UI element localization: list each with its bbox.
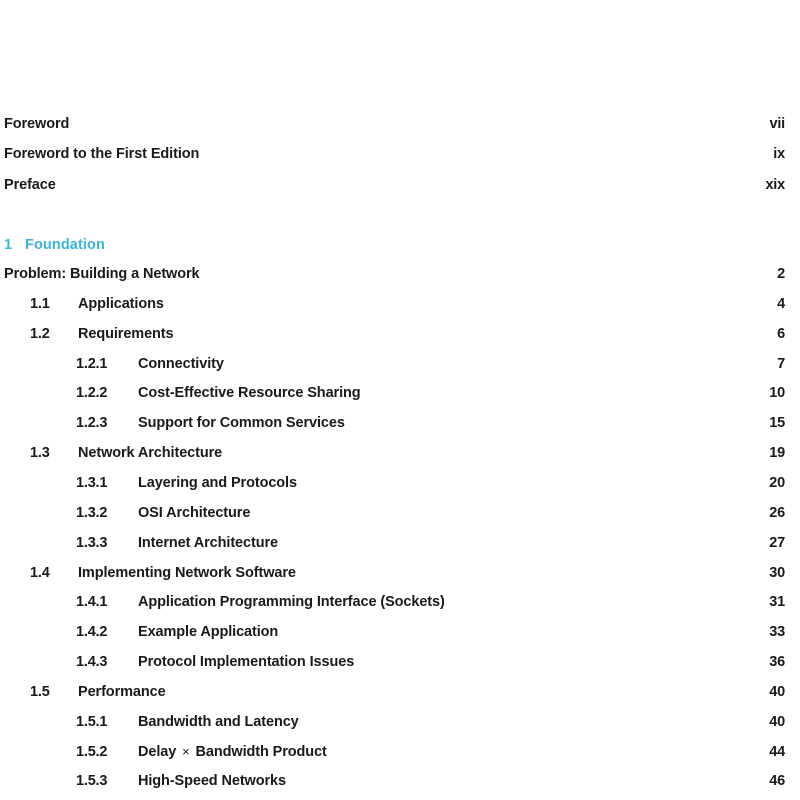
front-matter-page-number: xix — [765, 176, 785, 193]
chapter-title: Foundation — [25, 237, 105, 253]
toc-entry-page-number: 15 — [769, 415, 785, 432]
front-matter-page-number: ix — [773, 146, 785, 163]
toc-entry-page-number: 46 — [769, 773, 785, 790]
toc-entry-number: 1.3 — [30, 445, 50, 462]
toc-entry-row[interactable] — [0, 563, 800, 585]
toc-entry-number: 1.2.1 — [76, 355, 108, 372]
toc-entry-title — [138, 742, 327, 762]
toc-entry-page-number: 44 — [769, 743, 785, 760]
toc-entry-number: 1.4.2 — [76, 624, 108, 641]
toc-entry-row[interactable] — [0, 354, 800, 376]
toc-entry-row[interactable] — [0, 682, 800, 704]
toc-entry-row[interactable] — [0, 324, 800, 346]
toc-entry-title: Internet Architecture — [138, 534, 278, 551]
toc-entry-page-number: 30 — [769, 564, 785, 581]
toc-entry-number: 1.2 — [30, 325, 50, 342]
front-matter-row[interactable] — [0, 175, 800, 197]
toc-entry-row[interactable] — [0, 712, 800, 734]
toc-entry-page-number: 4 — [777, 295, 785, 312]
toc-entry-title: Cost-Effective Resource Sharing — [138, 385, 361, 402]
toc-entry-row[interactable] — [0, 652, 800, 674]
front-matter-page-number: vii — [769, 116, 785, 132]
toc-entry-title: Performance — [78, 683, 166, 700]
toc-entry-number: 1.3.1 — [76, 474, 108, 491]
toc-entry-page-number: 26 — [769, 504, 785, 521]
toc-entry-row[interactable] — [0, 264, 800, 286]
toc-entry-title: Example Application — [138, 624, 279, 641]
front-matter-title: Preface — [4, 176, 56, 193]
front-matter-title: Foreword — [4, 116, 70, 132]
toc-entry-number: 1.2.3 — [76, 415, 108, 432]
toc-entry-page-number: 10 — [769, 385, 785, 402]
toc-entry-page-number: 19 — [769, 445, 785, 462]
toc-entry-title: High-Speed Networks — [138, 773, 286, 790]
toc-entry-number: 1.1 — [30, 295, 50, 312]
chapter-number: 1 — [4, 237, 12, 253]
toc-entry-row[interactable] — [0, 592, 800, 614]
front-matter-row[interactable] — [0, 144, 800, 166]
toc-entry-number: 1.4.1 — [76, 594, 108, 611]
entry-title-part: Bandwidth Product — [191, 743, 327, 760]
toc-entry-title: Network Architecture — [78, 445, 223, 462]
toc-entry-title: Implementing Network Software — [78, 564, 296, 581]
toc-entry-row[interactable] — [0, 383, 800, 405]
toc-entry-page-number: 31 — [769, 594, 785, 611]
toc-entry-row[interactable] — [0, 742, 800, 764]
front-matter-title: Foreword to the First Edition — [4, 146, 200, 163]
toc-entry-title: Protocol Implementation Issues — [138, 654, 355, 671]
toc-entry-number: 1.2.2 — [76, 385, 108, 402]
toc-entry-page-number: 7 — [777, 355, 785, 372]
toc-entry-title: Applications — [78, 295, 164, 312]
toc-entry-title: Support for Common Services — [138, 415, 345, 432]
toc-entry-page-number: 36 — [769, 654, 785, 671]
toc-entry-number: 1.5 — [30, 683, 50, 700]
chapter-heading[interactable] — [0, 235, 800, 259]
toc-entry-number: 1.4 — [30, 564, 50, 581]
toc-entry-row[interactable] — [0, 473, 800, 495]
toc-entry-number: 1.3.2 — [76, 504, 108, 521]
toc-entry-number: 1.5.1 — [76, 713, 108, 730]
toc-entry-row[interactable] — [0, 503, 800, 525]
toc-entry-page-number: 40 — [769, 683, 785, 700]
toc-entry-row[interactable] — [0, 294, 800, 316]
toc-entry-page-number: 20 — [769, 474, 785, 491]
toc-entry-page-number: 40 — [769, 713, 785, 730]
toc-entry-title: Problem: Building a Network — [4, 266, 200, 282]
entry-title-part: Delay — [138, 743, 181, 760]
toc-entry-row[interactable] — [0, 443, 800, 465]
toc-entry-page-number: 2 — [777, 266, 785, 282]
toc-entry-number: 1.3.3 — [76, 534, 108, 551]
toc-entry-page-number: 27 — [769, 534, 785, 551]
toc-entry-row[interactable] — [0, 771, 800, 793]
toc-entry-title: OSI Architecture — [138, 504, 251, 521]
toc-entry-title: Bandwidth and Latency — [138, 713, 299, 730]
toc-entry-title: Layering and Protocols — [138, 474, 297, 491]
toc-entry-number: 1.5.2 — [76, 743, 108, 760]
toc-entry-row[interactable] — [0, 622, 800, 644]
multiplication-sign: × — [182, 743, 190, 759]
toc-entry-title: Requirements — [78, 325, 174, 342]
toc-entry-title: Connectivity — [138, 355, 224, 372]
toc-entry-page-number: 33 — [769, 624, 785, 641]
toc-entry-row[interactable] — [0, 533, 800, 555]
toc-entry-page-number: 6 — [777, 325, 785, 342]
toc-entry-number: 1.4.3 — [76, 654, 108, 671]
toc-entry-row[interactable] — [0, 413, 800, 435]
front-matter-row[interactable] — [0, 114, 800, 136]
toc-entry-number: 1.5.3 — [76, 773, 108, 790]
toc-entry-title: Application Programming Interface (Sockets) — [138, 594, 445, 611]
